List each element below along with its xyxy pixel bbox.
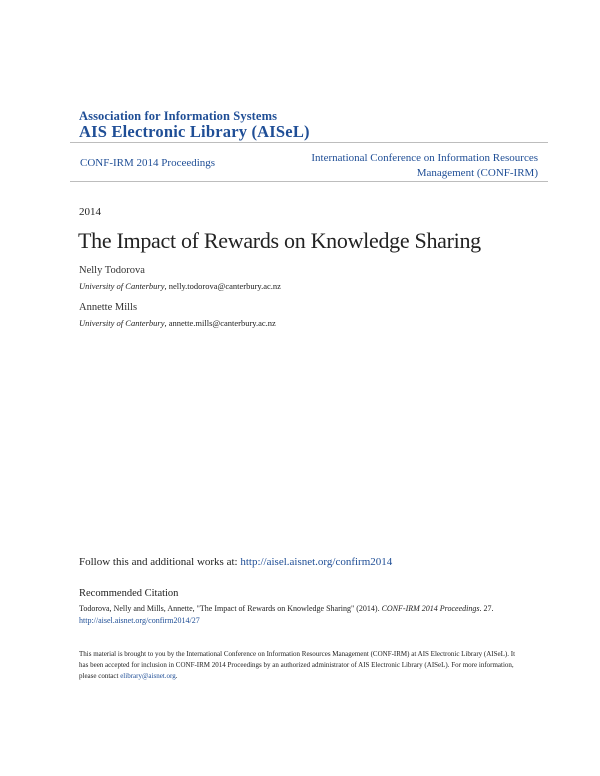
footer-end: . <box>175 672 178 680</box>
paper-title: The Impact of Rewards on Knowledge Sharing <box>78 228 481 253</box>
affiliation-name: University of Canterbury <box>79 281 165 291</box>
org-name-link[interactable]: Association for Information Systems <box>79 109 278 123</box>
footer-text: This material is brought to you by the International Conference on Information Resources Management (CONF-IRM) at AIS Electronic Library (AISeL). It has been accepted for inclusion in CONF-IRM 2014 Proceedings by an authorized administrator of AIS Electronic Library (AISeL). For more information, please contact <box>79 650 516 680</box>
follow-text: Follow this and additional works at: <box>79 556 241 568</box>
author-name: Annette Mills <box>79 302 138 313</box>
author-email: , nelly.todorova@canterbury.ac.nz <box>164 281 281 291</box>
author-email: , annette.mills@canterbury.ac.nz <box>164 318 276 328</box>
author-affiliation <box>79 281 281 291</box>
conference-link-line2: Management (CONF-IRM) <box>416 167 538 179</box>
citation-link[interactable]: http://aisel.aisnet.org/confirm2014/27 <box>79 616 200 625</box>
affiliation-name: University of Canterbury <box>79 318 165 328</box>
contact-email-link[interactable]: elibrary@aisnet.org <box>120 672 176 680</box>
proceedings-link[interactable]: CONF-IRM 2014 Proceedings <box>80 157 216 169</box>
citation-plain: Todorova, Nelly and Mills, Annette, "The Impact of Rewards on Knowledge Sharing" (2014). <box>79 604 382 613</box>
publication-year: 2014 <box>79 206 101 218</box>
collection-link[interactable]: http://aisel.aisnet.org/confirm2014 <box>240 556 393 568</box>
header-divider-top <box>70 142 548 143</box>
citation-end: . 27. <box>479 604 494 613</box>
citation-heading: Recommended Citation <box>79 588 179 599</box>
follow-line <box>79 556 392 568</box>
citation-proceedings: CONF-IRM 2014 Proceedings <box>381 604 480 613</box>
header-divider-bottom <box>70 181 548 182</box>
citation-text <box>79 603 519 627</box>
conference-link-line1: International Conference on Information Resources <box>311 152 538 164</box>
library-name-link[interactable]: AIS Electronic Library (AISeL) <box>79 122 310 141</box>
author-affiliation <box>79 318 276 328</box>
author-name: Nelly Todorova <box>79 265 145 276</box>
footer-notice <box>79 649 519 682</box>
conference-link[interactable] <box>278 151 538 181</box>
